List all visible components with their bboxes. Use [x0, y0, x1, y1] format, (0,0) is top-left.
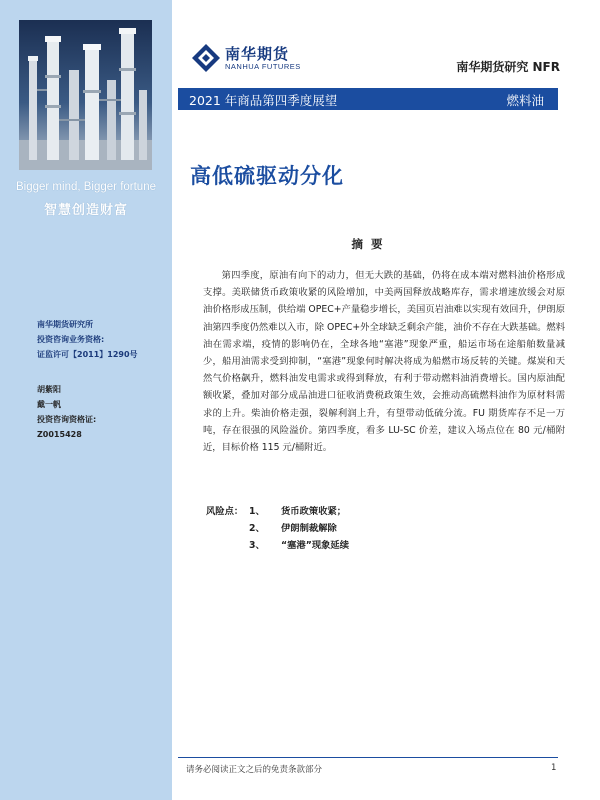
- author-name-1: 胡紫阳: [37, 385, 61, 394]
- abstract-body: 第四季度，原油有向下的动力，但无大跌的基础，仍将在成本端对燃料油价格形成支撑。美联储货币政策收紧的风险增加，中美两国释放战略库存，需求增速放缓会对原油价格形成压制，供给端 OPEC+产量稳步增长，美国页岩油难以实现有效回升，伊朗原油第四季度仍然难以入市，除 OPEC+外全球缺乏剩余产能，油价不存在大跌基础。燃料油在需求端，疫情的影响仍在，全球各地“塞港”现象严重，船运市场在途船舶数量减少，船用油需求受到抑制，“塞港”现象何时解决将成为船燃市场反转的关键。煤炭和天然气价格飙升，燃料油发电需求或得到释放，有利于带动燃料油消费增长。国内原油配额收紧，叠加对部分成品油进口征收消费税政策生效，会推动高硫燃料油作为原材料需求的上升。柴油价格走强，裂解利润上升，有望带动低硫分流。FU 期货库存不足一万吨，存在很强的风险溢价。第四季度，看多 LU-SC 价差，建议入场点位在 80 元/桶附近，目标价格 115 元/桶附近。: [203, 270, 565, 454]
- certificate-label: 投资咨询资格证:: [37, 415, 97, 424]
- risk-number: 1、: [249, 506, 265, 517]
- refinery-illustration: [19, 20, 152, 170]
- logo-text-chinese: 南华期货: [225, 45, 290, 63]
- risk-number: 2、: [249, 523, 265, 534]
- commodity-name: 燃料油: [506, 93, 544, 108]
- risk-number: 3、: [249, 540, 265, 551]
- report-series: 南华期货研究 NFR: [456, 60, 560, 74]
- cover-photo-refinery: [19, 20, 152, 170]
- risk-text: 货币政策收紧；: [281, 506, 347, 517]
- slogan-english: Bigger mind, Bigger fortune: [16, 181, 156, 193]
- abstract-heading: 摘 要: [351, 237, 385, 251]
- risk-label: 风险点：: [206, 506, 244, 517]
- certificate-number: Z0015428: [37, 430, 82, 439]
- page-number: 1: [551, 763, 557, 773]
- author-info: [37, 382, 96, 442]
- sidebar: [0, 0, 172, 800]
- footer-disclaimer: 请务必阅读正文之后的免责条款部分: [186, 765, 323, 775]
- risk-text: 伊朗制裁解除: [281, 523, 337, 534]
- document-title: 高低硫驱动分化: [190, 164, 344, 188]
- footer-divider: [178, 757, 558, 758]
- logo-text-english: NANHUA FUTURES: [225, 62, 301, 71]
- author-name-2: 戴一帆: [37, 400, 61, 409]
- report-banner: [178, 88, 558, 110]
- nanhua-logo-icon: [191, 43, 221, 73]
- slogan-chinese: 智慧创造财富: [43, 203, 128, 218]
- license-number: 证监许可【2011】1290号: [37, 350, 138, 359]
- institute-info: [37, 317, 138, 362]
- report-name: 2021 年商品第四季度展望: [189, 93, 338, 108]
- nanhua-logo: [191, 43, 321, 77]
- institute-name: 南华期货研究所: [37, 320, 93, 329]
- qualification-label: 投资咨询业务资格:: [37, 335, 105, 344]
- risk-text: “塞港”现象延续: [281, 540, 350, 551]
